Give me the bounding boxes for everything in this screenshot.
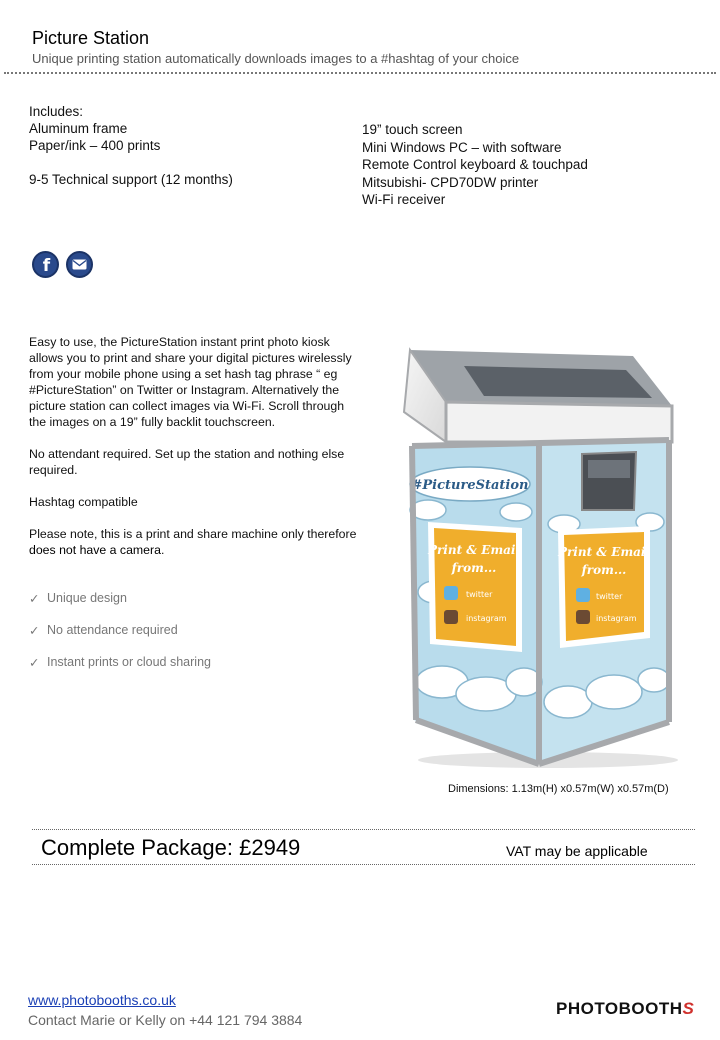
facebook-icon[interactable]: [32, 251, 59, 278]
includes-item: Mini Windows PC – with software: [362, 139, 562, 155]
page-title: Picture Station: [32, 28, 150, 48]
description-note: [29, 526, 364, 558]
website-link[interactable]: www.photobooths.co.uk: [28, 992, 176, 1008]
kiosk-hashtag-text: #PictureStation: [411, 478, 529, 493]
includes-item: Mitsubishi- CPD70DW printer: [362, 174, 539, 190]
includes-item: 19” touch screen: [362, 122, 463, 137]
description-paragraph: Easy to use, the PictureStation instant print photo kiosk allows you to print and share your digital pictures wirelessly from your mobile phone using a set hash tag phrase “ eg #PictureStation” on Twitter or Instagram. Alternatively the picture station can collect images via Wi-Fi. Scroll through the images on a 19” fully backlit touchscreen.: [29, 335, 352, 429]
includes-item: Paper/ink – 400 prints: [29, 138, 161, 153]
check-icon: ✓: [29, 656, 40, 670]
header-divider: [4, 72, 716, 74]
includes-item: Aluminum frame: [29, 121, 128, 136]
check-icon: ✓: [29, 624, 40, 638]
panel-text: Print & Email: [427, 543, 521, 557]
dimensions-caption: Dimensions: 1.13m(H) x0.57m(W) x0.57m(D): [448, 783, 669, 795]
description-paragraph: Hashtag compatible: [29, 495, 138, 509]
facebook-letter: f: [42, 256, 51, 276]
feature-item: [29, 623, 211, 655]
feature-list: [29, 591, 211, 687]
panel-twitter-label: twitter: [466, 590, 493, 599]
note-end: .: [160, 543, 165, 557]
panel-twitter-label: twitter: [596, 592, 623, 601]
panel-instagram-label: instagram: [466, 614, 507, 623]
kiosk-panel-right: [557, 526, 651, 648]
price-divider-top: [32, 829, 695, 830]
includes-item-support: 9-5 Technical support (12 months): [29, 172, 233, 187]
panel-text: from...: [581, 563, 627, 577]
includes-item: Wi-Fi receiver: [362, 192, 446, 208]
print-slot-opening: [588, 460, 630, 478]
touchscreen: [464, 366, 652, 398]
company-logo: [556, 999, 694, 1019]
social-links: [32, 251, 93, 278]
feature-item: [29, 655, 211, 687]
note-emphasis: does not have a camera: [29, 543, 161, 557]
logo-text: PHOTOBOOTH: [556, 999, 683, 1018]
feature-label: Unique design: [47, 591, 127, 605]
panel-text: Print & Email: [557, 545, 651, 559]
kiosk-lid-front: [446, 402, 672, 442]
kiosk-photo: [398, 342, 678, 772]
feature-item: [29, 591, 211, 623]
contact-info: Contact Marie or Kelly on +44 121 794 3884: [28, 1012, 303, 1028]
feature-label: No attendance required: [47, 623, 178, 637]
includes-item: Remote Control keyboard & touchpad: [362, 157, 588, 173]
logo-accent: S: [682, 999, 695, 1018]
page-subtitle: Unique printing station automatically downloads images to a #hashtag of your choice: [32, 51, 520, 66]
description-paragraph: No attendant required. Set up the station and nothing else required.: [29, 447, 345, 477]
price-divider-bottom: [32, 864, 695, 865]
includes-heading: Includes:: [29, 104, 84, 119]
check-icon: ✓: [29, 592, 40, 606]
vat-note: VAT may be applicable: [506, 843, 648, 859]
spacer: [29, 154, 233, 171]
feature-label: Instant prints or cloud sharing: [47, 655, 211, 669]
email-icon[interactable]: [66, 251, 93, 278]
product-description: [29, 334, 364, 574]
includes-list-left: [29, 103, 233, 188]
panel-text: from...: [451, 561, 497, 575]
kiosk-panel-left: [427, 522, 522, 652]
note-text: Please note, this is a print and share machine only therefore: [29, 527, 357, 541]
envelope-icon: [72, 259, 87, 270]
includes-list-right: [362, 121, 588, 209]
panel-instagram-label: instagram: [596, 614, 637, 623]
package-price: Complete Package: £2949: [41, 835, 301, 860]
